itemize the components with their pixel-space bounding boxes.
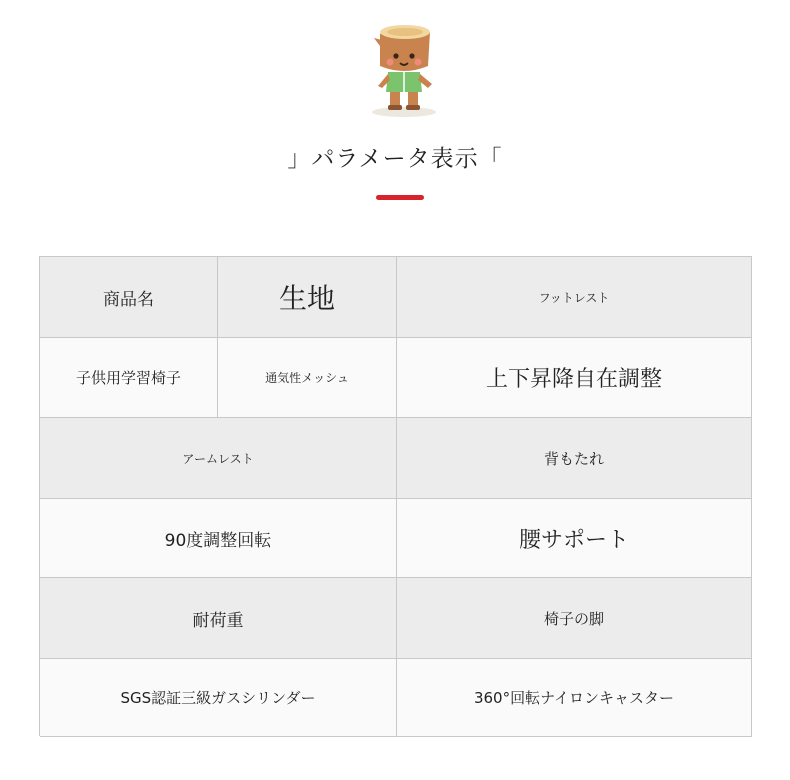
cell-product-name-label: 商品名 bbox=[40, 257, 218, 338]
cell-casters: 360°回転ナイロンキャスター bbox=[397, 659, 752, 737]
parameter-table bbox=[39, 256, 752, 736]
cell-chair-legs: 椅子の脚 bbox=[397, 578, 752, 659]
cell-fabric: 生地 bbox=[218, 257, 397, 338]
cell-height-adjust: 上下昇降自在調整 bbox=[397, 338, 752, 418]
cell-load-capacity: 耐荷重 bbox=[40, 578, 397, 659]
mascot-icon bbox=[368, 22, 440, 118]
cell-breathable-mesh: 通気性メッシュ bbox=[218, 338, 397, 418]
cell-armrest: アームレスト bbox=[40, 418, 397, 499]
cell-90-degree-rotation: 90度調整回転 bbox=[40, 499, 397, 578]
page-title: 」パラメータ表示「 bbox=[287, 146, 503, 172]
cell-backrest: 背もたれ bbox=[397, 418, 752, 499]
cell-footrest: フットレスト bbox=[397, 257, 752, 338]
cell-kids-chair: 子供用学習椅子 bbox=[40, 338, 218, 418]
cell-gas-cylinder: SGS認証三級ガスシリンダー bbox=[40, 659, 397, 737]
title-underline bbox=[376, 195, 424, 200]
cell-lumbar-support: 腰サポート bbox=[397, 499, 752, 578]
